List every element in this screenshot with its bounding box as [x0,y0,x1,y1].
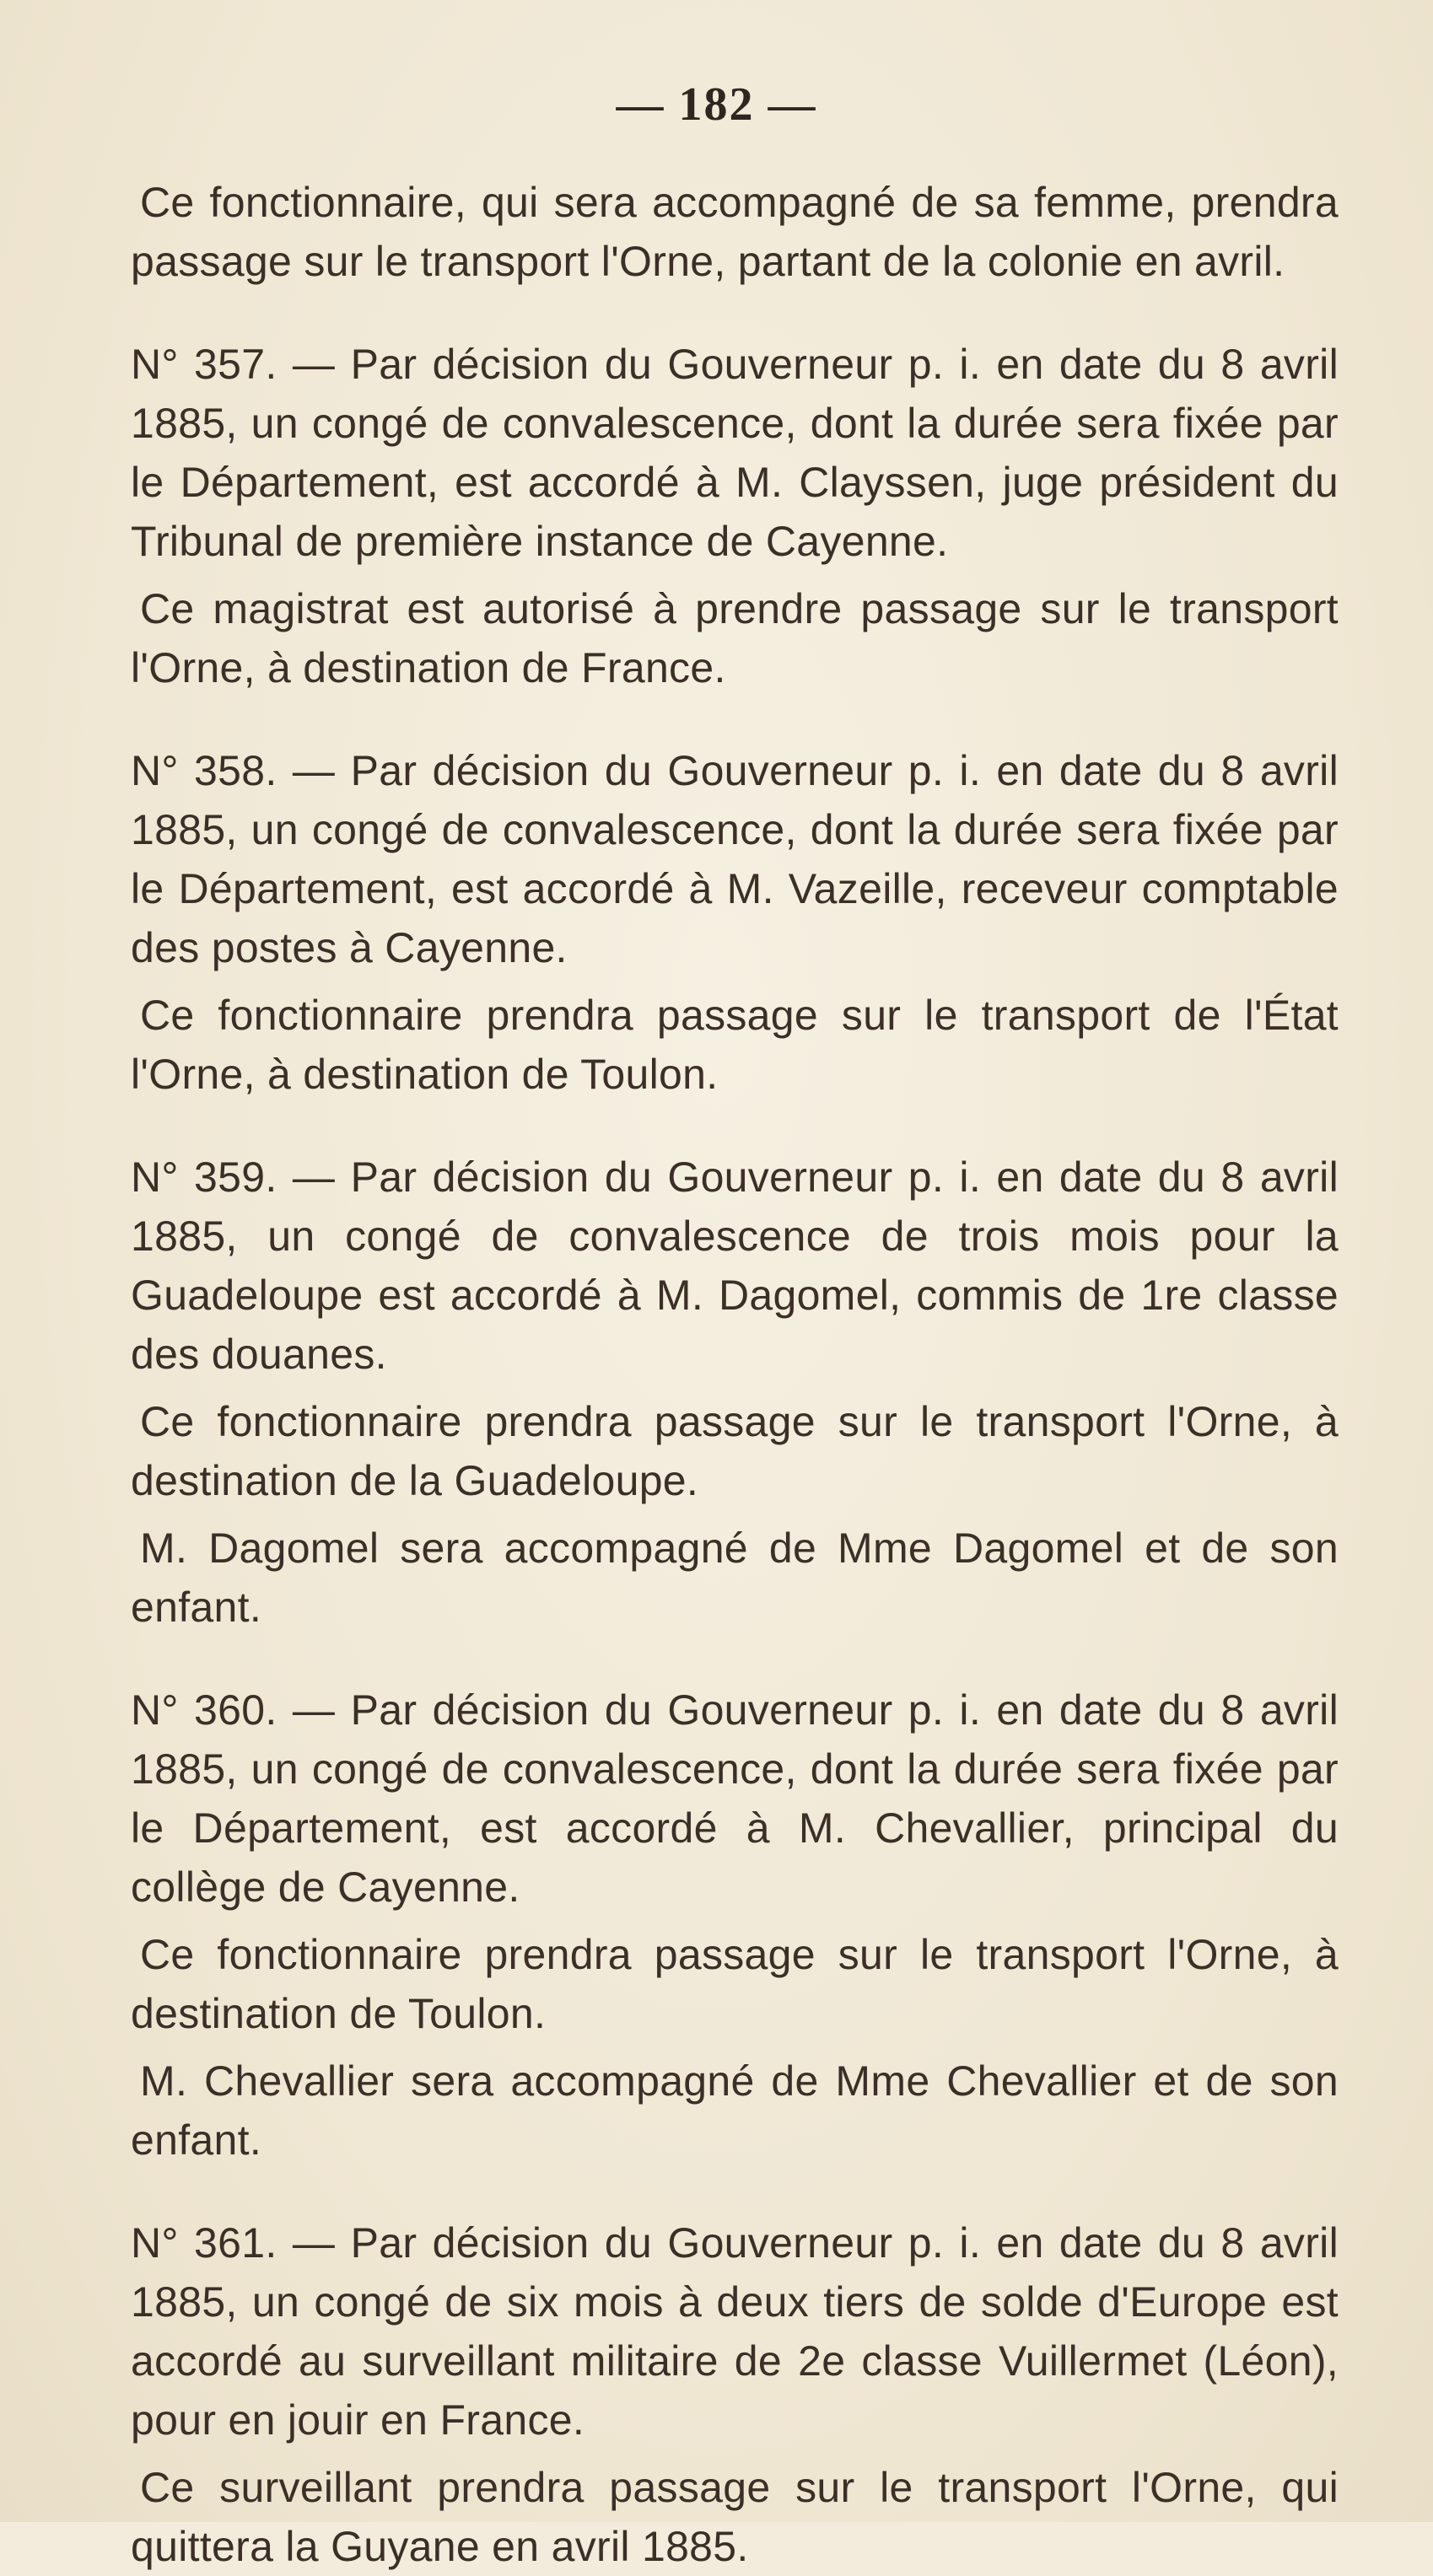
document-body [131,173,1339,2576]
decision-358: N° 358. — Par décision du Gouverneur p. i. en date du 8 avril 1885, un congé de convalescence, dont la durée sera fixée par le Département, est accordé à M. Vazeille, receveur comptable des postes à Cayenne. [131,747,1339,971]
decision-357-note: Ce magistrat est autorisé à prendre passage sur le transport l'Orne, à destination de France. [131,585,1339,691]
decision-361: N° 361. — Par décision du Gouverneur p. i. en date du 8 avril 1885, un congé de six mois à deux tiers de solde d'Europe est accordé au surveillant militaire de 2e classe Vuillermet (Léon), pour en jouir en France. [131,2219,1339,2444]
decision-360-family-note: M. Chevallier sera accompagné de Mme Chevallier et de son enfant. [131,2057,1339,2164]
decision-361-note: Ce surveillant prendra passage sur le transport l'Orne, qui quittera la Guyane en avril 1885. [131,2464,1339,2570]
decision-357: N° 357. — Par décision du Gouverneur p. i. en date du 8 avril 1885, un congé de convalescence, dont la durée sera fixée par le Département, est accordé à M. Clayssen, juge président du Tribunal de première instance de Cayenne. [131,341,1339,565]
page-number: — 182 — [616,78,817,131]
decision-359: N° 359. — Par décision du Gouverneur p. i. en date du 8 avril 1885, un congé de convalescence de trois mois pour la Guadeloupe est accordé à M. Dagomel, commis de 1re classe des douanes. [131,1154,1339,1378]
decision-359-family-note: M. Dagomel sera accompagné de Mme Dagomel et de son enfant. [131,1525,1339,1631]
decision-360: N° 360. — Par décision du Gouverneur p. i. en date du 8 avril 1885, un congé de convalescence, dont la durée sera fixée par le Département, est accordé à M. Chevallier, principal du collège de Cayenne. [131,1686,1339,1911]
paragraph-continuation: Ce fonctionnaire, qui sera accompagné de sa femme, prendra passage sur le transport l'Orne, partant de la colonie en avril. [131,179,1339,285]
decision-360-note: Ce fonctionnaire prendra passage sur le transport l'Orne, à destination de Toulon. [131,1931,1339,2037]
decision-359-note: Ce fonctionnaire prendra passage sur le transport l'Orne, à destination de la Guadeloupe. [131,1398,1339,1504]
decision-358-note: Ce fonctionnaire prendra passage sur le transport de l'État l'Orne, à destination de Toulon. [131,992,1339,1098]
